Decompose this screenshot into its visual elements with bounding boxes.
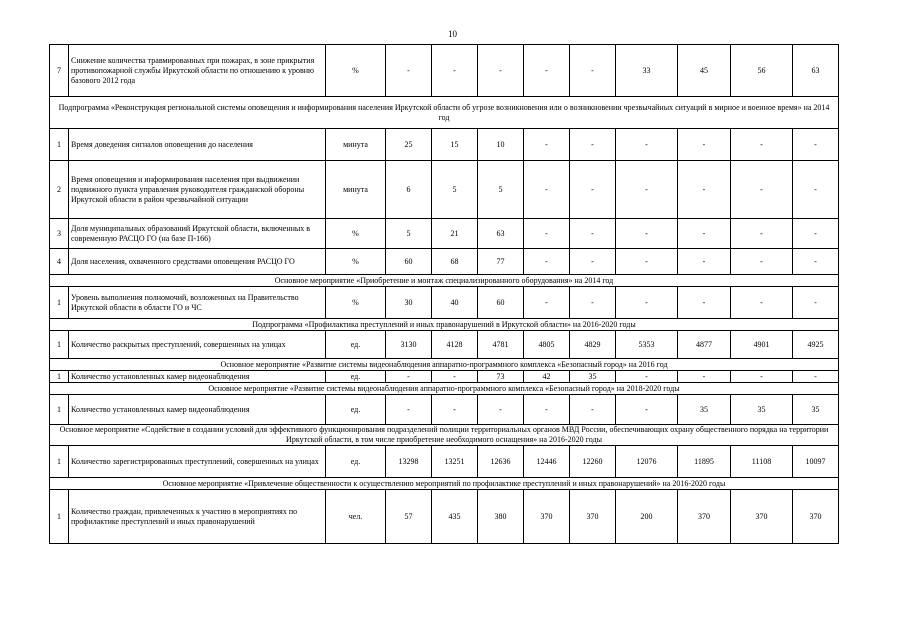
row-number: 1 (50, 129, 69, 161)
value-cell: - (731, 219, 793, 249)
value-cell: - (432, 371, 478, 383)
value-cell: - (616, 371, 678, 383)
value-cell: 11108 (731, 446, 793, 478)
value-cell: 60 (386, 249, 432, 275)
value-cell: - (478, 395, 524, 425)
table-row (50, 446, 839, 478)
table-row (50, 331, 839, 359)
value-cell: 35 (731, 395, 793, 425)
value-cell: 4829 (570, 331, 616, 359)
value-cell: 63 (793, 45, 839, 97)
indicator-name: Время оповещения и информирования населения при выдвижении подвижного пункта управления руководителя гражданской обороны Иркутской области в район чрезвычайной ситуации (69, 161, 326, 219)
value-cell: - (570, 395, 616, 425)
value-cell: 13298 (386, 446, 432, 478)
value-cell: - (524, 129, 570, 161)
indicator-name: Количество раскрытых преступлений, совершенных на улицах (69, 331, 326, 359)
value-cell: - (524, 249, 570, 275)
row-number: 1 (50, 395, 69, 425)
section-header-row (50, 319, 839, 331)
value-cell: 4128 (432, 331, 478, 359)
table-row (50, 287, 839, 319)
section-header-row (50, 425, 839, 446)
value-cell: - (731, 249, 793, 275)
value-cell: 4877 (678, 331, 731, 359)
section-title: Подпрограмма «Профилактика преступлений и иных правонарушений в Иркутской области» на 2016-2020 годы (50, 319, 839, 331)
row-number: 1 (50, 371, 69, 383)
row-number: 2 (50, 161, 69, 219)
value-cell: 4805 (524, 331, 570, 359)
section-title: Подпрограмма «Реконструкция региональной системы оповещения и информирования населения Иркутской области об угрозе возникновения или о возникновении чрезвычайных ситуаций в мирное и военное время» на 2014 год (50, 97, 839, 129)
row-number: 1 (50, 490, 69, 544)
value-cell: - (731, 287, 793, 319)
value-cell: - (570, 45, 616, 97)
value-cell: 60 (478, 287, 524, 319)
value-cell: - (570, 129, 616, 161)
value-cell: - (524, 287, 570, 319)
value-cell: 57 (386, 490, 432, 544)
unit-cell: ед. (326, 331, 386, 359)
value-cell: 13251 (432, 446, 478, 478)
indicator-name: Количество граждан, привлеченных к участию в мероприятиях по профилактике преступлений и иных правонарушений (69, 490, 326, 544)
value-cell: 30 (386, 287, 432, 319)
value-cell: 435 (432, 490, 478, 544)
section-header-row (50, 275, 839, 287)
section-header-row (50, 383, 839, 395)
value-cell: - (386, 371, 432, 383)
value-cell: 12260 (570, 446, 616, 478)
unit-cell: % (326, 45, 386, 97)
value-cell: - (678, 249, 731, 275)
indicator-name: Количество установленных камер видеонаблюдения (69, 395, 326, 425)
row-number: 4 (50, 249, 69, 275)
value-cell: - (616, 219, 678, 249)
value-cell: 10 (478, 129, 524, 161)
section-title: Основное мероприятие «Содействие в создании условий для эффективного функционирования подразделений полиции территориальных органов МВД России, обеспечивающих охрану общественного порядка на территории Иркутской области, в том числе приобретение необходимого оснащения» на 2016-2020 годы (50, 425, 839, 446)
indicators-table (49, 44, 839, 544)
value-cell: - (524, 219, 570, 249)
value-cell: 5 (386, 219, 432, 249)
indicator-name: Доля муниципальных образований Иркутской области, включенных в современную РАСЦО ГО (на базе П-166) (69, 219, 326, 249)
value-cell: - (678, 161, 731, 219)
value-cell: 56 (731, 45, 793, 97)
unit-cell: минута (326, 161, 386, 219)
value-cell: 35 (678, 395, 731, 425)
value-cell: 73 (478, 371, 524, 383)
section-header-row (50, 359, 839, 371)
indicator-name: Время доведения сигналов оповещения до населения (69, 129, 326, 161)
value-cell: - (524, 395, 570, 425)
value-cell: 4901 (731, 331, 793, 359)
value-cell: 33 (616, 45, 678, 97)
indicator-name: Количество зарегистрированных преступлений, совершенных на улицах (69, 446, 326, 478)
value-cell: - (570, 161, 616, 219)
unit-cell: % (326, 249, 386, 275)
value-cell: - (524, 161, 570, 219)
value-cell: - (678, 287, 731, 319)
value-cell: - (386, 45, 432, 97)
value-cell: 370 (524, 490, 570, 544)
value-cell: - (731, 161, 793, 219)
value-cell: 370 (731, 490, 793, 544)
value-cell: 11895 (678, 446, 731, 478)
indicator-name: Снижение количества травмированных при пожарах, в зоне прикрытия противопожарной службы Иркутской области по отношению к уровню базового 2012 года (69, 45, 326, 97)
section-header-row (50, 97, 839, 129)
table-row (50, 249, 839, 275)
section-header-row (50, 478, 839, 490)
value-cell: 35 (570, 371, 616, 383)
row-number: 3 (50, 219, 69, 249)
value-cell: - (570, 249, 616, 275)
value-cell: - (616, 161, 678, 219)
indicator-name: Доля населения, охваченного средствами оповещения РАСЦО ГО (69, 249, 326, 275)
value-cell: 68 (432, 249, 478, 275)
value-cell: - (731, 129, 793, 161)
value-cell: - (570, 219, 616, 249)
value-cell: - (524, 45, 570, 97)
value-cell: 77 (478, 249, 524, 275)
value-cell: - (793, 371, 839, 383)
value-cell: 12636 (478, 446, 524, 478)
unit-cell: % (326, 219, 386, 249)
value-cell: 63 (478, 219, 524, 249)
indicator-name: Количество установленных камер видеонаблюдения (69, 371, 326, 383)
section-title: Основное мероприятие «Приобретение и монтаж специализированного оборудования» на 2014 год (50, 275, 839, 287)
unit-cell: минута (326, 129, 386, 161)
value-cell: 200 (616, 490, 678, 544)
value-cell: - (616, 395, 678, 425)
value-cell: 21 (432, 219, 478, 249)
row-number: 7 (50, 45, 69, 97)
row-number: 1 (50, 446, 69, 478)
value-cell: - (432, 45, 478, 97)
value-cell: 370 (678, 490, 731, 544)
value-cell: - (793, 161, 839, 219)
value-cell: - (678, 129, 731, 161)
unit-cell: % (326, 287, 386, 319)
value-cell: 15 (432, 129, 478, 161)
unit-cell: ед. (326, 395, 386, 425)
section-title: Основное мероприятие «Развитие системы видеонаблюдения аппаратно-программного комплекса «Безопасный город» на 2018-2020 годы (50, 383, 839, 395)
value-cell: - (678, 371, 731, 383)
value-cell: - (478, 45, 524, 97)
value-cell: 4781 (478, 331, 524, 359)
value-cell: 10097 (793, 446, 839, 478)
indicator-name: Уровень выполнения полномочий, возложенных на Правительство Иркутской области в области ГО и ЧС (69, 287, 326, 319)
value-cell: 5353 (616, 331, 678, 359)
table-row (50, 45, 839, 97)
value-cell: - (616, 129, 678, 161)
value-cell: 5 (432, 161, 478, 219)
unit-cell: ед. (326, 371, 386, 383)
unit-cell: чел. (326, 490, 386, 544)
value-cell: - (616, 249, 678, 275)
value-cell: 5 (478, 161, 524, 219)
table-row (50, 395, 839, 425)
value-cell: - (731, 371, 793, 383)
page-number: 10 (448, 29, 457, 39)
row-number: 1 (50, 331, 69, 359)
value-cell: - (793, 219, 839, 249)
value-cell: 370 (793, 490, 839, 544)
value-cell: - (793, 249, 839, 275)
value-cell: - (432, 395, 478, 425)
value-cell: - (570, 287, 616, 319)
value-cell: 12446 (524, 446, 570, 478)
value-cell: - (678, 219, 731, 249)
value-cell: 6 (386, 161, 432, 219)
value-cell: 370 (570, 490, 616, 544)
value-cell: - (793, 287, 839, 319)
value-cell: 35 (793, 395, 839, 425)
table-row (50, 219, 839, 249)
value-cell: 4925 (793, 331, 839, 359)
value-cell: 42 (524, 371, 570, 383)
value-cell: - (616, 287, 678, 319)
section-title: Основное мероприятие «Развитие системы видеонаблюдения аппаратно-программного комплекса «Безопасный город» на 2016 год (50, 359, 839, 371)
table-row (50, 490, 839, 544)
value-cell: - (793, 129, 839, 161)
table-row (50, 161, 839, 219)
value-cell: - (386, 395, 432, 425)
value-cell: 45 (678, 45, 731, 97)
value-cell: 25 (386, 129, 432, 161)
section-title: Основное мероприятие «Привлечение общественности к осуществлению мероприятий по профилактике преступлений и иных правонарушений» на 2016-2020 годы (50, 478, 839, 490)
table-row (50, 371, 839, 383)
value-cell: 40 (432, 287, 478, 319)
table-row (50, 129, 839, 161)
value-cell: 12076 (616, 446, 678, 478)
value-cell: 380 (478, 490, 524, 544)
unit-cell: ед. (326, 446, 386, 478)
row-number: 1 (50, 287, 69, 319)
value-cell: 3130 (386, 331, 432, 359)
